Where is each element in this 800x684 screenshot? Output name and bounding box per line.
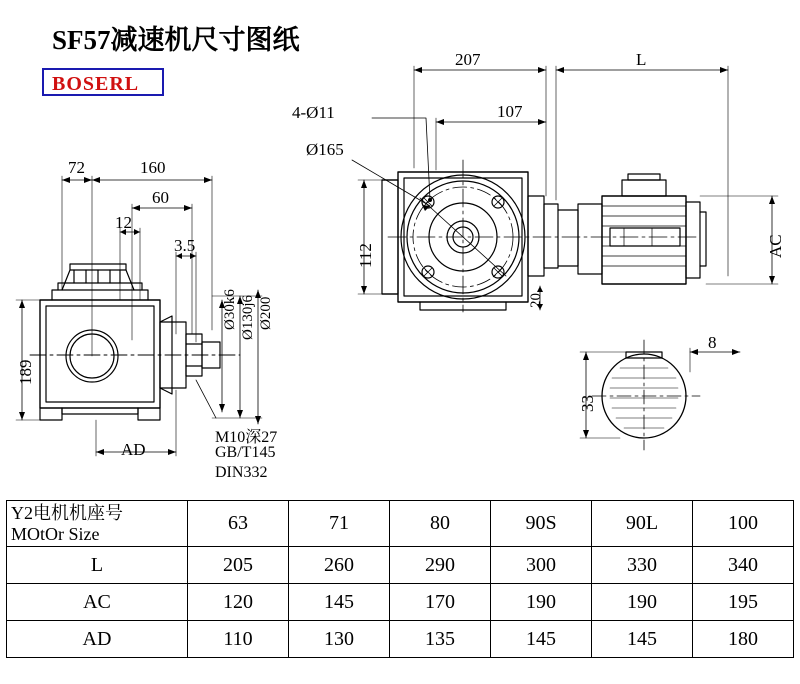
dim-20: 20 bbox=[528, 293, 544, 308]
cell: 300 bbox=[491, 547, 592, 584]
cell: 145 bbox=[491, 621, 592, 658]
cell: 190 bbox=[592, 584, 693, 621]
cell: 195 bbox=[693, 584, 794, 621]
cell: 330 bbox=[592, 547, 693, 584]
dim-o165: Ø165 bbox=[306, 140, 344, 159]
cell: 205 bbox=[188, 547, 289, 584]
table-row bbox=[7, 621, 794, 658]
dim-72: 72 bbox=[68, 158, 85, 177]
dim-AC: AC bbox=[766, 234, 785, 258]
dim-3-5: 3.5 bbox=[174, 236, 196, 255]
note-din-standard: DIN332 bbox=[215, 464, 268, 481]
cell: 63 bbox=[188, 501, 289, 547]
cell: 71 bbox=[289, 501, 390, 547]
note-thread: M10深27 bbox=[215, 429, 278, 446]
dim-L: L bbox=[636, 50, 647, 69]
cell: 135 bbox=[390, 621, 491, 658]
dim-112: 112 bbox=[356, 243, 375, 268]
dim-o200: Ø200 bbox=[258, 296, 274, 330]
cell: 260 bbox=[289, 547, 390, 584]
cell: 145 bbox=[592, 621, 693, 658]
cell: 90S bbox=[491, 501, 592, 547]
spec-table bbox=[6, 500, 794, 658]
dim-207: 207 bbox=[455, 50, 481, 69]
row-header-en: MOtOr Size bbox=[11, 523, 100, 544]
row-header-motor-size bbox=[7, 501, 188, 547]
dim-107: 107 bbox=[497, 102, 523, 121]
table-row bbox=[7, 584, 794, 621]
row-header-L: L bbox=[7, 547, 188, 584]
dim-160: 160 bbox=[140, 158, 166, 177]
dim-4x-o11: 4-Ø11 bbox=[292, 103, 335, 122]
dim-o130j6: Ø130j6 bbox=[240, 295, 256, 340]
dim-60: 60 bbox=[152, 188, 169, 207]
row-header-AC: AC bbox=[7, 584, 188, 621]
row-header-cn: Y2电机机座号 bbox=[11, 503, 123, 523]
dim-AD: AD bbox=[121, 440, 146, 459]
cell: 290 bbox=[390, 547, 491, 584]
table-row bbox=[7, 547, 794, 584]
cell: 145 bbox=[289, 584, 390, 621]
cell: 170 bbox=[390, 584, 491, 621]
cell: 90L bbox=[592, 501, 693, 547]
dim-12: 12 bbox=[115, 213, 132, 232]
dim-o30k6: Ø30k6 bbox=[222, 289, 238, 330]
dim-33: 33 bbox=[578, 395, 597, 412]
cell: 340 bbox=[693, 547, 794, 584]
dim-189: 189 bbox=[16, 359, 35, 385]
cell: 180 bbox=[693, 621, 794, 658]
cell: 120 bbox=[188, 584, 289, 621]
cell: 190 bbox=[491, 584, 592, 621]
dim-8: 8 bbox=[708, 333, 717, 352]
note-gb-standard: GB/T145 bbox=[215, 444, 276, 461]
cell: 100 bbox=[693, 501, 794, 547]
cell: 110 bbox=[188, 621, 289, 658]
page-title: SF57减速机尺寸图纸 bbox=[52, 25, 300, 55]
cell: 80 bbox=[390, 501, 491, 547]
brand-logo: BOSERL bbox=[52, 73, 140, 95]
cell: 130 bbox=[289, 621, 390, 658]
row-header-AD: AD bbox=[7, 621, 188, 658]
table-row bbox=[7, 501, 794, 547]
